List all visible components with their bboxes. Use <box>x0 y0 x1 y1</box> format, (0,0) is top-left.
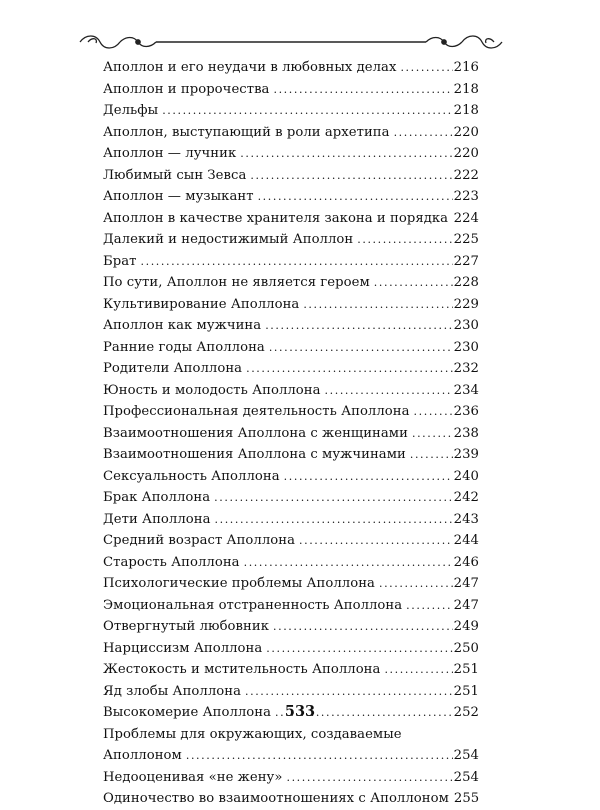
dot-leader <box>246 358 453 380</box>
table-of-contents <box>103 57 479 810</box>
toc-entry-page: 246 <box>453 554 479 570</box>
toc-entry-page: 243 <box>453 511 479 527</box>
dot-leader <box>299 530 453 552</box>
toc-entry-page: 240 <box>453 468 479 484</box>
toc-entry-page: 234 <box>453 382 479 398</box>
toc-entry-page: 255 <box>453 791 480 806</box>
toc-entry <box>103 638 479 660</box>
dot-leader <box>406 595 453 617</box>
dot-leader <box>266 638 452 660</box>
toc-entry-page: 238 <box>453 425 479 441</box>
toc-entry-title: Аполлон, выступающий в роли архетипа <box>103 124 390 140</box>
toc-entry-title: Старость Аполлона <box>103 554 240 570</box>
toc-entry <box>103 530 479 552</box>
dot-leader <box>273 79 452 101</box>
toc-entry-page: 224 <box>453 210 479 226</box>
toc-entry <box>103 57 479 79</box>
toc-entry <box>103 466 479 488</box>
toc-entry-title: Сексуальность Аполлона <box>103 468 280 484</box>
toc-entry-title: Проблемы для окружающих, создаваемые <box>103 726 402 742</box>
toc-entry-page: 229 <box>453 296 479 312</box>
toc-entry <box>103 659 479 681</box>
toc-entry <box>103 251 479 273</box>
toc-entry-title: Любимый сын Зевса <box>103 167 247 183</box>
dot-leader <box>273 616 453 638</box>
dot-leader <box>186 745 453 767</box>
dot-leader <box>162 100 452 122</box>
toc-entry-page: 232 <box>453 361 479 376</box>
toc-entry-page: 254 <box>453 769 479 785</box>
toc-entry-page: 239 <box>453 447 479 462</box>
toc-entry-title: Брат <box>103 253 137 269</box>
toc-entry-title: Яд злобы Аполлона <box>103 683 242 699</box>
toc-entry <box>103 358 479 380</box>
toc-entry-title: Далекий и недостижимый Аполлон <box>103 232 354 247</box>
toc-entry <box>103 595 479 617</box>
toc-entry-title: Родители Аполлона <box>103 361 243 376</box>
toc-entry-title: Аполлон как мужчина <box>103 318 262 333</box>
dot-leader <box>141 251 453 273</box>
toc-entry-title: Дети Аполлона <box>103 511 211 527</box>
toc-entry <box>103 79 479 101</box>
toc-entry-title: Недооценивая «не жену» <box>103 769 283 785</box>
toc-entry <box>103 143 479 165</box>
header-ornament-icon <box>76 30 506 54</box>
toc-entry <box>103 573 479 595</box>
dot-leader <box>374 272 453 294</box>
toc-entry <box>103 788 479 810</box>
dot-leader <box>394 122 453 144</box>
toc-entry-page: 216 <box>453 60 479 75</box>
toc-entry-page: 220 <box>453 146 479 161</box>
toc-entry <box>103 294 479 316</box>
dot-leader <box>265 315 452 337</box>
dot-leader <box>245 681 453 703</box>
dot-leader <box>357 229 452 251</box>
page-number: 533 <box>284 703 316 720</box>
dot-leader <box>400 57 452 79</box>
toc-entry <box>103 122 479 144</box>
toc-entry <box>103 186 479 208</box>
toc-entry-page: 222 <box>453 167 479 183</box>
toc-entry-title: Профессиональная деятельность Аполлона <box>103 404 410 419</box>
dot-leader <box>379 573 453 595</box>
dot-leader <box>215 509 453 531</box>
toc-entry-title: Высокомерие Аполлона <box>103 705 272 720</box>
toc-entry-title: Одиночество во взаимоотношениях с Аполлоном <box>103 791 449 806</box>
toc-entry-page: 223 <box>453 189 479 204</box>
toc-entry-title: Аполлон — музыкант <box>103 189 254 204</box>
toc-entry-title: Аполлон и пророчества <box>103 81 270 97</box>
dot-leader <box>414 401 453 423</box>
dot-leader <box>384 659 452 681</box>
toc-entry-title: Взаимоотношения Аполлона с мужчинами <box>103 447 406 462</box>
toc-entry-page: 230 <box>453 339 479 355</box>
toc-entry-multiline-second-line <box>103 745 479 767</box>
dot-leader <box>269 337 453 359</box>
toc-entry-title: Аполлон в качестве хранителя закона и порядка <box>103 210 449 226</box>
toc-entry-page: 251 <box>453 683 479 699</box>
toc-entry <box>103 681 479 703</box>
toc-entry <box>103 208 479 230</box>
dot-leader <box>258 186 453 208</box>
toc-entry <box>103 380 479 402</box>
toc-entry <box>103 165 479 187</box>
toc-entry-page: 230 <box>453 318 479 333</box>
dot-leader <box>412 423 453 445</box>
toc-entry <box>103 767 479 789</box>
toc-entry-title: Аполлон и его неудачи в любовных делах <box>103 60 397 75</box>
toc-entry-page: 227 <box>453 253 479 269</box>
toc-entry <box>103 509 479 531</box>
toc-entry-page: 225 <box>453 232 479 247</box>
dot-leader <box>410 444 453 466</box>
toc-entry-title: Аполлон — лучник <box>103 146 237 161</box>
dot-leader <box>325 380 453 402</box>
toc-entry-page: 244 <box>453 533 479 548</box>
dot-leader <box>250 165 452 187</box>
toc-entry-page: 218 <box>453 103 479 118</box>
toc-entry-page: 251 <box>453 662 479 677</box>
toc-entry <box>103 444 479 466</box>
toc-entry-title: Средний возраст Аполлона <box>103 533 296 548</box>
toc-entry-page: 242 <box>453 490 479 505</box>
toc-entry-title: Психологические проблемы Аполлона <box>103 576 375 591</box>
toc-entry <box>103 315 479 337</box>
toc-entry <box>103 272 479 294</box>
toc-entry <box>103 100 479 122</box>
toc-entry <box>103 401 479 423</box>
toc-entry-title: Дельфы <box>103 103 159 118</box>
toc-entry <box>103 229 479 251</box>
toc-entry-title: Юность и молодость Аполлона <box>103 382 321 398</box>
dot-leader <box>284 466 453 488</box>
toc-entry-page: 220 <box>453 124 479 140</box>
toc-entry <box>103 487 479 509</box>
toc-entry-page: 252 <box>453 705 479 720</box>
toc-entry-title: Ранние годы Аполлона <box>103 339 265 355</box>
toc-entry-page: 247 <box>453 576 479 591</box>
dot-leader <box>452 208 453 230</box>
toc-entry <box>103 616 479 638</box>
toc-entry-title: Отвергнутый любовник <box>103 619 269 634</box>
toc-entry-title: Нарциссизм Аполлона <box>103 640 263 656</box>
toc-entry-page: 236 <box>453 404 479 419</box>
toc-entry-page: 249 <box>453 619 479 634</box>
toc-entry <box>103 552 479 574</box>
toc-entry <box>103 423 479 445</box>
toc-entry-title: По сути, Аполлон не является героем <box>103 275 370 290</box>
dot-leader <box>286 767 452 789</box>
toc-entry-title: Культивирование Аполлона <box>103 296 300 312</box>
dot-leader <box>303 294 452 316</box>
toc-entry-title: Эмоциональная отстраненность Аполлона <box>103 597 403 613</box>
toc-entry-page: 250 <box>453 640 479 656</box>
toc-entry-multiline-first-line <box>103 724 479 746</box>
toc-entry-title: Жестокость и мстительность Аполлона <box>103 662 381 677</box>
toc-entry <box>103 337 479 359</box>
dot-leader <box>240 143 452 165</box>
toc-entry-title: Брак Аполлона <box>103 490 211 505</box>
toc-entry-page: 247 <box>453 597 479 613</box>
toc-entry-page: 228 <box>453 275 479 290</box>
toc-entry-page: 254 <box>453 748 479 763</box>
dot-leader <box>214 487 453 509</box>
toc-entry-title: Взаимоотношения Аполлона с женщинами <box>103 425 408 441</box>
dot-leader <box>244 552 453 574</box>
toc-entry-title: Аполлоном <box>103 748 182 763</box>
toc-entry-page: 218 <box>453 81 479 97</box>
